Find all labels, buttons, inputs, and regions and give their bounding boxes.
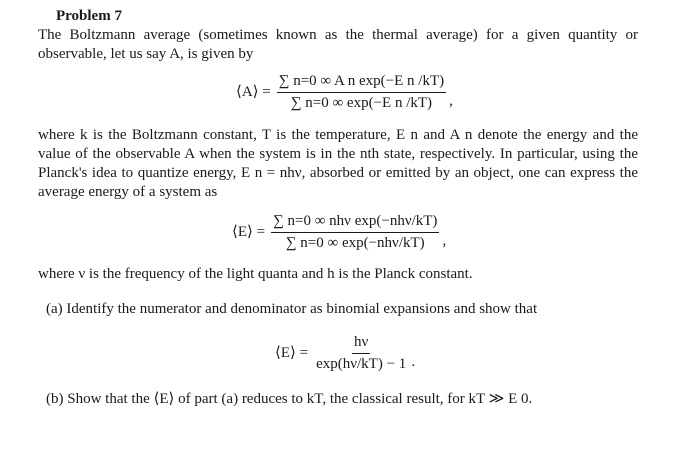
average-energy-equation [232,212,446,253]
intro-paragraph: The Boltzmann average (sometimes known as the thermal average) for a given quantity or observable, let us say A, is given by [38,27,638,62]
eq2-trailing-punctuation: , [442,233,447,249]
frequency-paragraph: where ν is the frequency of the light quanta and h is the Planck constant. [38,266,473,282]
eq3-numerator: hν [352,333,370,354]
planck-average-energy-equation [275,333,415,374]
eq3-denominator: exp(hν/kT) − 1 [316,356,407,372]
eq1-numerator: ∑ n=0 ∞ A n exp(−E n /kT) [277,72,446,93]
eq2-numerator: ∑ n=0 ∞ nhν exp(−nhν/kT) [271,212,439,233]
part-a-text: (a) Identify the numerator and denominator as binomial expansions and show that [46,301,538,317]
eq3-lhs: ⟨E⟩ = [275,345,309,361]
eq1-denominator: ∑ n=0 ∞ exp(−E n /kT) [290,95,433,111]
eq2-fraction [271,212,439,253]
eq1-fraction [277,72,446,113]
eq2-lhs: ⟨E⟩ = [232,224,266,240]
eq1-trailing-punctuation: , [449,93,453,109]
part-b-text: (b) Show that the ⟨E⟩ of part (a) reduces to kT, the classical result, for kT ≫ E 0. [46,391,533,407]
boltzmann-average-equation [236,72,453,113]
eq3-trailing-punctuation: . [411,354,416,370]
eq1-lhs: ⟨A⟩ = [236,84,271,100]
problem-title: Problem 7 [56,8,122,24]
eq2-denominator: ∑ n=0 ∞ exp(−nhν/kT) [285,235,425,251]
definitions-paragraph: where k is the Boltzmann constant, T is the temperature, E n and A n denote the energy and the value of the observable A when the system is in the nth state, respectively. In particular, using the Planck's idea to quantize energy, E n = nhν, absorbed or emitted by an object, one can express the average energy of a system as [38,127,638,200]
eq3-fraction [314,333,408,374]
